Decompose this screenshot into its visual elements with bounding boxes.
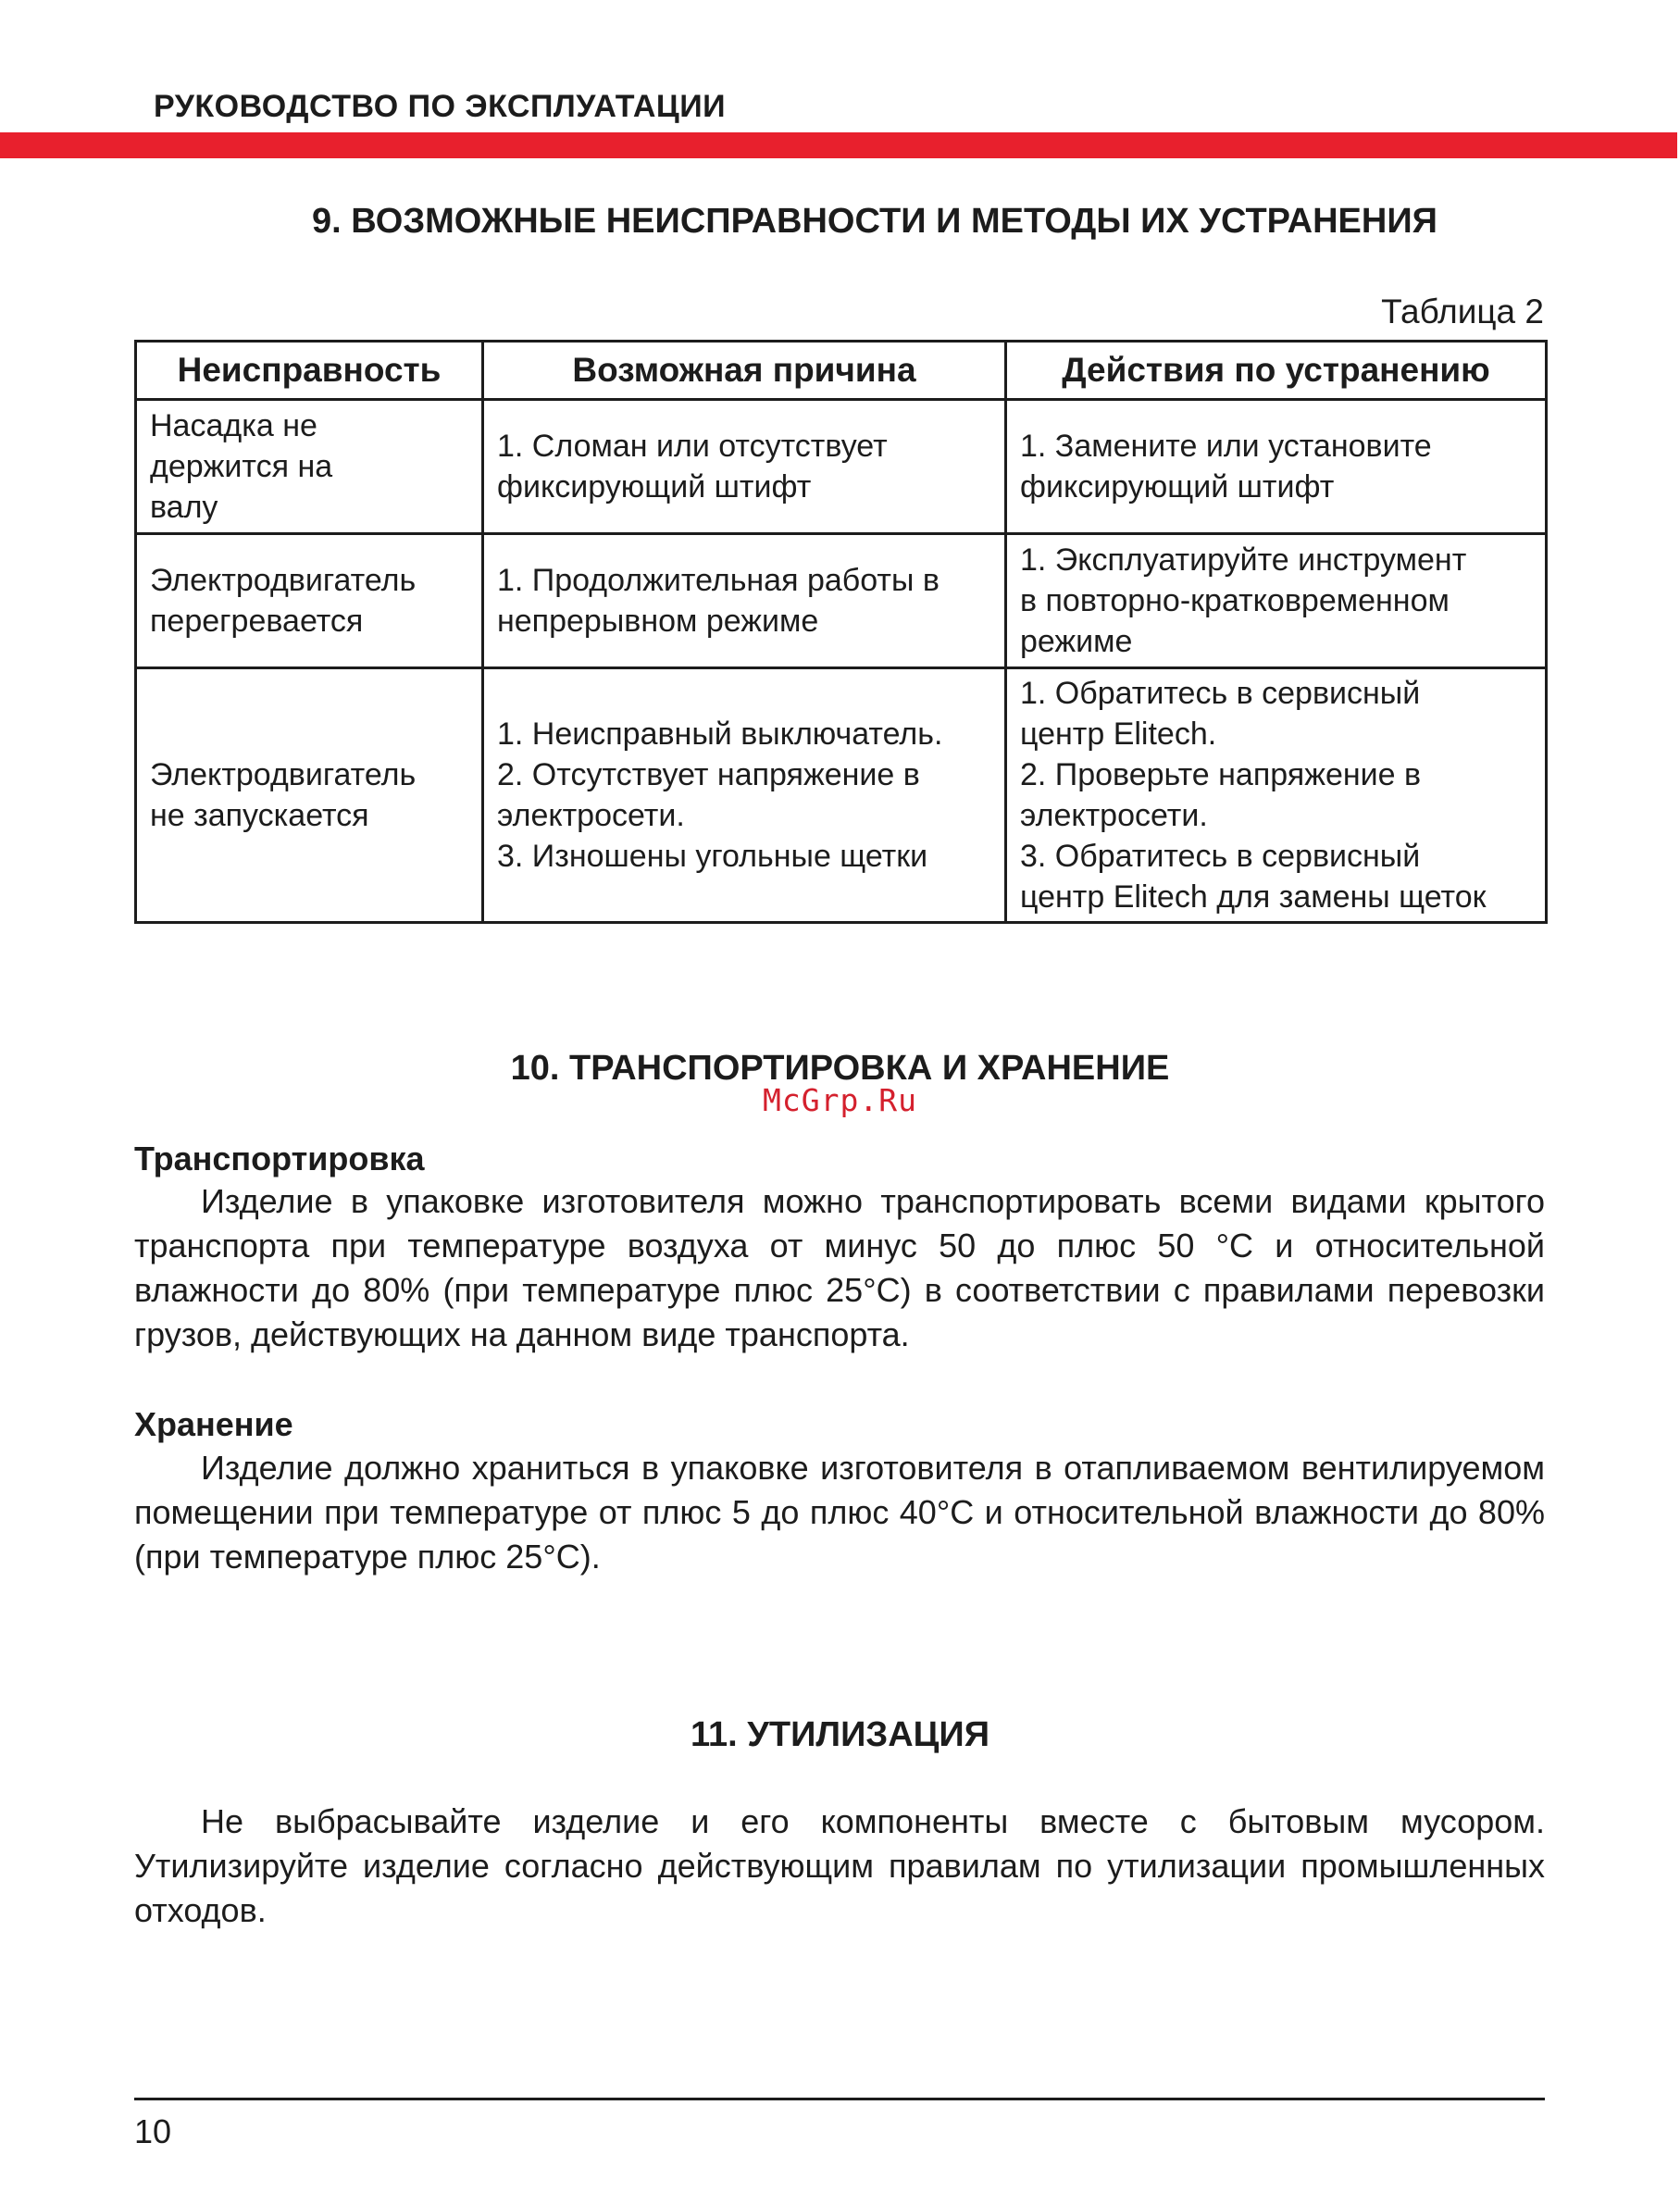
table-caption: Таблица 2 <box>1381 293 1544 330</box>
table-row <box>136 400 1547 534</box>
storage-paragraph: Изделие должно храниться в упаковке изготовителя в отапливаемом вентилируемом помещении при температуре от плюс 5 до плюс 40°С и относительной влажности до 80% (при температуре плюс 25°С). <box>134 1449 1545 1576</box>
table-row <box>136 668 1547 923</box>
table-row <box>136 534 1547 668</box>
footer-divider <box>134 2098 1545 2100</box>
fault-cell <box>136 534 483 668</box>
cause-cell <box>483 668 1006 923</box>
cell-line: не запускается <box>150 798 369 833</box>
cell-line: 1. Сломан или отсутствует <box>497 429 888 464</box>
section-9-title: 9. ВОЗМОЖНЫЕ НЕИСПРАВНОСТИ И МЕТОДЫ ИХ УСТРАНЕНИЯ <box>312 202 1437 241</box>
disposal-paragraph: Не выбрасывайте изделие и его компоненты вместе с бытовым мусором. Утилизируйте изделие согласно действующим правилам по утилизации промышленных отходов. <box>134 1802 1545 1929</box>
cell-line: 3. Изношены угольные щетки <box>497 839 928 874</box>
cell-line: 2. Отсутствует напряжение в <box>497 757 920 792</box>
watermark-text: McGrp.Ru <box>763 1082 917 1118</box>
cell-line: 3. Обратитесь в сервисный <box>1020 839 1421 874</box>
cell-line: 1. Обратитесь в сервисный <box>1020 676 1421 711</box>
faults-table <box>134 340 1548 924</box>
fault-cell <box>136 668 483 923</box>
header-accent-bar <box>0 132 1677 158</box>
manual-header-title: РУКОВОДСТВО ПО ЭКСПЛУАТАЦИИ <box>154 89 727 124</box>
section-11-title: 11. УТИЛИЗАЦИЯ <box>690 1715 990 1754</box>
section-10-title: 10. ТРАНСПОРТИРОВКА И ХРАНЕНИЕ <box>510 1049 1170 1088</box>
cell-line: электросети. <box>1020 798 1208 833</box>
cell-line: Насадка не <box>150 408 317 443</box>
cell-line: валу <box>150 490 218 525</box>
cell-line: 1. Эксплуатируйте инструмент <box>1020 542 1467 578</box>
cell-line: фиксирующий штифт <box>497 469 812 505</box>
transport-heading: Транспортировка <box>134 1140 425 1177</box>
cell-line: Электродвигатель <box>150 757 417 792</box>
cause-cell <box>483 400 1006 534</box>
cell-line: 1. Продолжительная работы в <box>497 563 940 598</box>
transport-paragraph: Изделие в упаковке изготовителя можно транспортировать всеми видами крытого транспорта при температуре воздуха от минус 50 до плюс 50 °С и относительной влажности до 80% (при температуре плюс 25°С) в соответствии с правилами перевозки грузов, действующих на данном виде транспорта. <box>134 1182 1545 1353</box>
page-number: 10 <box>134 2112 172 2150</box>
cell-line: Электродвигатель <box>150 563 417 598</box>
cause-cell <box>483 534 1006 668</box>
cell-line: режиме <box>1020 624 1133 659</box>
table-header-row <box>136 342 1547 400</box>
cell-line: непрерывном режиме <box>497 604 819 639</box>
action-cell <box>1006 400 1547 534</box>
cell-line: 1. Замените или установите <box>1020 429 1432 464</box>
cell-line: электросети. <box>497 798 685 833</box>
cell-line: в повторно-кратковременном <box>1020 583 1450 618</box>
cell-line: перегревается <box>150 604 364 639</box>
cell-line: 2. Проверьте напряжение в <box>1020 757 1422 792</box>
cell-line: фиксирующий штифт <box>1020 469 1335 505</box>
cell-line: держится на <box>150 449 333 484</box>
action-cell <box>1006 668 1547 923</box>
storage-heading: Хранение <box>134 1405 293 1443</box>
header-cause: Возможная причина <box>483 342 1006 400</box>
header-action: Действия по устранению <box>1006 342 1547 400</box>
cell-line: центр Elitech для замены щеток <box>1020 879 1487 915</box>
fault-cell <box>136 400 483 534</box>
cell-line: центр Elitech. <box>1020 716 1217 752</box>
cell-line: 1. Неисправный выключатель. <box>497 716 943 752</box>
action-cell <box>1006 534 1547 668</box>
header-fault: Неисправность <box>136 342 483 400</box>
